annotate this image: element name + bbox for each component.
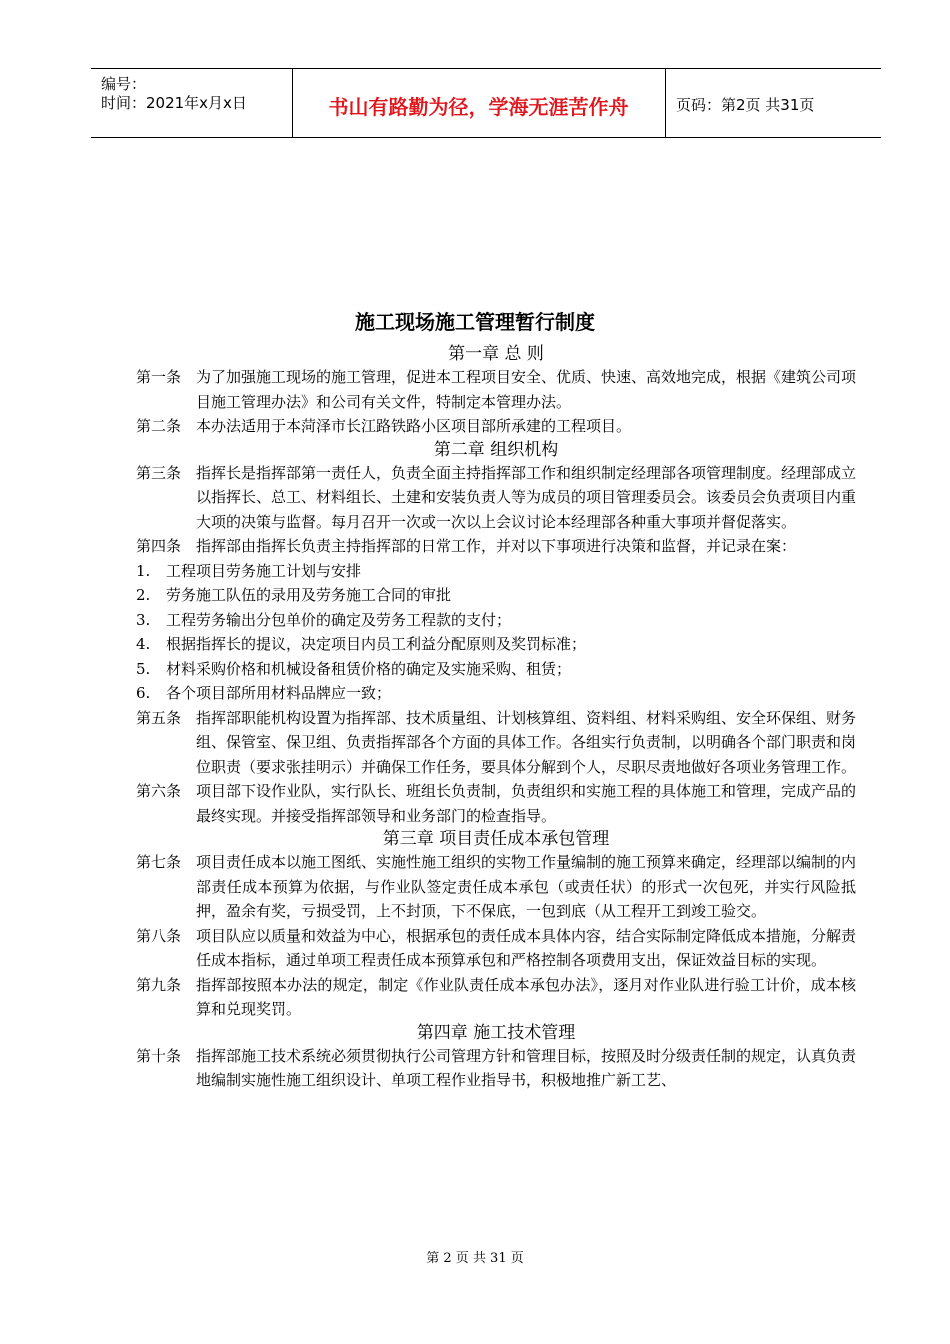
article-text: 指挥部按照本办法的规定，制定《作业队责任成本承包办法》，逐月对作业队进行验工计价，成本核算和兑现奖罚。 (196, 975, 856, 1018)
list-item-text: 劳务施工队伍的录用及劳务施工合同的审批 (166, 586, 452, 604)
chapter-heading: 第一章 总 则 (448, 344, 544, 364)
list-item-number: 3. (136, 610, 151, 629)
list-item (136, 559, 856, 584)
article-paragraph (136, 414, 856, 439)
article-label: 第四条 (136, 537, 182, 555)
article-paragraph (136, 365, 856, 414)
list-item-text: 材料采购价格和机械设备租赁价格的确定及实施采购、租赁； (166, 659, 572, 678)
article-text: 项目部下设作业队，实行队长、班组长负责制，负责组织和实施工程的具体施工和管理，完成产品的最终实现。并接受指挥部领导和业务部门的检查指导。 (196, 782, 857, 825)
page-header (91, 68, 881, 138)
chapter-heading: 第二章 组织机构 (433, 439, 559, 460)
article-paragraph (136, 924, 856, 973)
header-motto: 书山有路勤为径，学海无涯苦作舟 (328, 95, 629, 119)
header-left-cell (91, 69, 293, 137)
article-paragraph (136, 973, 856, 1022)
list-item-text: 根据指挥长的提议，决定项目内员工利益分配原则及奖罚标准； (166, 635, 587, 653)
article-text: 项目责任成本以施工图纸、实施性施工组织的实物工作量编制的施工预算来确定，经理部以编制的内部责任成本预算为依据，与作业队签定责任成本承包（或责任状）的形式一次包死，并实行风险抵押，盈余有奖，亏损受罚，上不封顶，下不保底，一包到底（从工程开工到竣工验交。 (196, 853, 857, 920)
article-paragraph (136, 461, 856, 535)
list-item-text: 工程项目劳务施工计划与安排 (166, 561, 362, 580)
article-text: 指挥部施工技术系统必须贯彻执行公司管理方针和管理目标，按照及时分级责任制的规定，认真负责地编制实施性施工组织设计、单项工程作业指导书，积极地推广新工艺、 (196, 1046, 857, 1089)
article-paragraph (136, 779, 856, 828)
list-item-number: 2. (136, 586, 151, 604)
time-label: 时间：2021年x月x日 (101, 94, 247, 112)
article-label: 第二条 (136, 417, 182, 435)
list-item-number: 6. (136, 684, 151, 702)
document-body (136, 343, 856, 1093)
document-title: 施工现场施工管理暂行制度 (355, 310, 595, 334)
article-label: 第九条 (136, 975, 182, 994)
list-item (136, 608, 856, 633)
article-label: 第三条 (136, 463, 182, 482)
chapter-heading: 第三章 项目责任成本承包管理 (382, 829, 610, 849)
page-number-label: 页码：第2页 共31页 (676, 96, 815, 114)
article-paragraph (136, 706, 856, 780)
list-item-number: 5. (136, 659, 151, 678)
article-paragraph (136, 534, 856, 559)
list-item (136, 632, 856, 657)
article-label: 第六条 (136, 782, 182, 800)
list-item (136, 657, 856, 682)
article-label: 第五条 (136, 708, 182, 727)
list-item (136, 583, 856, 608)
article-label: 第七条 (136, 853, 182, 871)
article-label: 第八条 (136, 926, 182, 945)
article-paragraph (136, 850, 856, 924)
chapter-heading: 第四章 施工技术管理 (416, 1022, 576, 1043)
article-paragraph (136, 1044, 856, 1093)
header-right-cell (666, 69, 881, 137)
list-item-number: 1. (136, 561, 151, 580)
list-item (136, 681, 856, 706)
article-label: 第十条 (136, 1046, 182, 1065)
list-item-number: 4. (136, 635, 151, 653)
article-text: 为了加强施工现场的施工管理，促进本工程项目安全、优质、快速、高效地完成，根据《建筑公司项目施工管理办法》和公司有关文件，特制定本管理办法。 (196, 368, 857, 411)
article-text: 指挥部由指挥长负责主持指挥部的日常工作，并对以下事项进行决策和监督，并记录在案： (196, 537, 797, 555)
article-text: 指挥长是指挥部第一责任人，负责全面主持指挥部工作和组织制定经理部各项管理制度。经理部成立以指挥长、总工、材料组长、土建和安装负责人等为成员的项目管理委员会。该委员会负责项目内重大项的决策与监督。每月召开一次或一次以上会议讨论本经理部各种重大事项并督促落实。 (196, 463, 857, 531)
serial-number-label: 编号： (101, 75, 147, 93)
article-label: 第一条 (136, 368, 182, 386)
list-item-text: 工程劳务输出分包单价的确定及劳务工程款的支付； (166, 610, 512, 629)
article-text: 本办法适用于本菏泽市长江路铁路小区项目部所承建的工程项目。 (196, 417, 632, 435)
header-middle-cell (292, 69, 666, 137)
article-text: 指挥部职能机构设置为指挥部、技术质量组、计划核算组、资料组、材料采购组、安全环保组、财务组、保管室、保卫组、负责指挥部各个方面的具体工作。各组实行负责制，以明确各个部门职责和岗位职责（要求张挂明示）并确保工作任务，要具体分解到个人，尽职尽责地做好各项业务管理工作。 (196, 708, 857, 776)
page-footer: 第 2 页 共 31 页 (426, 1251, 524, 1266)
article-text: 项目队应以质量和效益为中心，根据承包的责任成本具体内容，结合实际制定降低成本措施，分解责任成本指标，通过单项工程责任成本预算承包和严格控制各项费用支出，保证效益目标的实现。 (196, 926, 857, 969)
list-item-text: 各个项目部所用材料品牌应一致； (166, 684, 392, 702)
